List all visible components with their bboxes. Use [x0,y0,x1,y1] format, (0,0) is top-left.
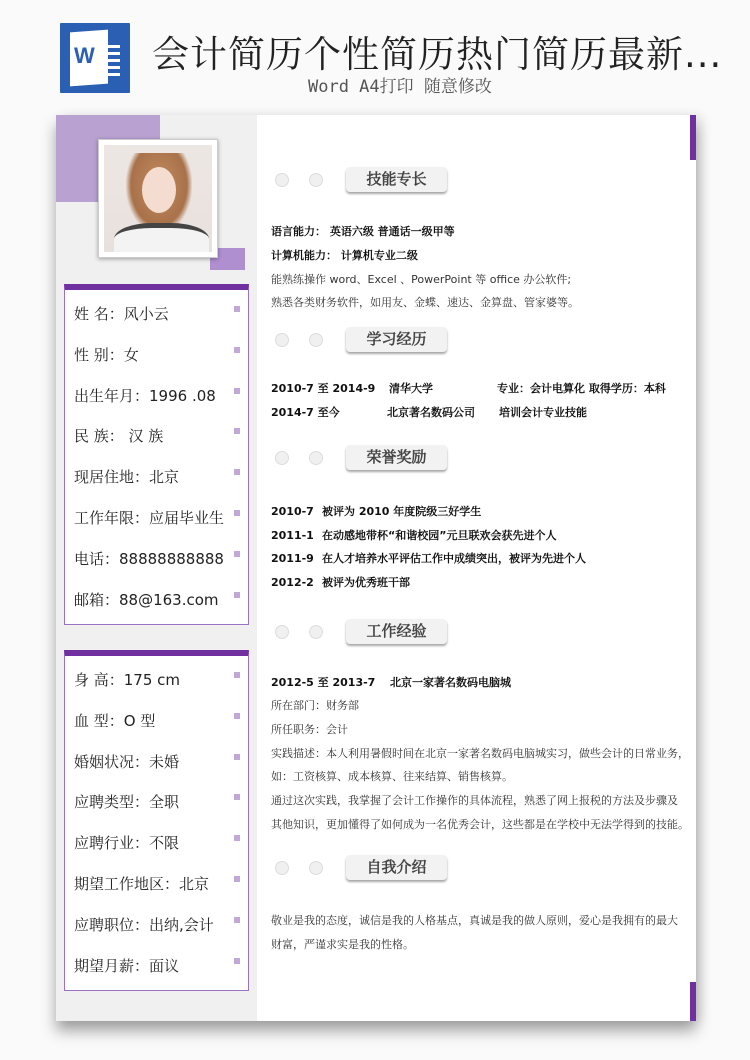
circle-icon [275,451,289,465]
bullet-square-icon [234,713,240,719]
edu-detail: 培训会计专业技能 [499,406,587,419]
info-residence: 现居住地：北京 [65,453,248,494]
work-period: 2012-5 至 2013-7 [271,676,376,689]
extra-info-box [64,650,249,991]
document-title: 会计简历个性简历热门简历最新... [152,33,723,76]
info-salary: 期望月薪：面议 [65,942,248,983]
accent-bar-top [690,115,696,160]
work-line: 实践描述：本人利用暑假时间在北京一家著名数码电脑城实习，做些会计的日常业务， [271,747,689,760]
work-line: 通过这次实践，我掌握了会计工作操作的具体流程，熟悉了网上报税的方法及步骤及 [271,794,678,807]
circle-icon [275,333,289,347]
work-line: 如：工资核算、成本核算、往来结算、销售核算。 [271,770,513,783]
work-company: 北京一家著名数码电脑城 [390,676,511,689]
circle-icon [275,861,289,875]
edu-period: 2014-7 至今 [271,406,340,419]
bullet-square-icon [234,876,240,882]
education-row [271,404,587,420]
info-position: 应聘职位：出纳,会计 [65,901,248,942]
info-location: 期望工作地区：北京 [65,860,248,901]
bullet-square-icon [234,388,240,394]
bullet-square-icon [234,672,240,678]
bullet-square-icon [234,551,240,557]
portrait-photo-image [104,145,212,252]
circle-icon [275,173,289,187]
info-industry: 应聘行业：不限 [65,819,248,860]
info-ethnicity: 民 族： 汉 族 [65,412,248,453]
info-gender: 性 别：女 [65,331,248,372]
bullet-square-icon [234,347,240,353]
work-line: 所任职务：会计 [271,723,348,736]
skills-line: 语言能力： 英语六级 普通话一级甲等 [271,225,455,238]
section-title: 技能专长 [346,167,447,192]
skills-line: 熟悉各类财务软件，如用友、金蝶、速达、金算盘、管家婆等。 [271,296,579,309]
edu-detail: 专业：会计电算化 取得学历：本科 [497,382,666,395]
document-subtitle: Word A4打印 随意修改 [308,77,492,97]
profile-photo [98,139,218,258]
info-height: 身 高：175 cm [65,656,248,697]
education-row [271,380,666,396]
basic-info-box [64,284,249,625]
circle-icon [309,451,323,465]
section-title: 工作经验 [346,619,447,644]
sidebar [56,115,257,1021]
bullet-square-icon [234,794,240,800]
skills-line: 能熟练操作 word、Excel 、PowerPoint 等 office 办公软件; [271,273,572,286]
accent-bar-bottom [690,982,696,1021]
info-phone: 电话：88888888888 [65,535,248,576]
self-intro-line: 敬业是我的态度，诚信是我的人格基点，真诚是我的做人原则，爱心是我拥有的最大 [271,914,678,927]
text-lines-icon [98,45,120,80]
bullet-square-icon [234,958,240,964]
bullet-square-icon [234,592,240,598]
work-line: 所在部门：财务部 [271,699,359,712]
bullet-square-icon [234,306,240,312]
bullet-square-icon [234,754,240,760]
work-header-row [271,674,511,690]
edu-org: 清华大学 [389,382,433,395]
honor-row: 2012-2 被评为优秀班干部 [271,576,410,589]
info-birth: 出生年月：1996 .08 [65,372,248,413]
info-email: 邮箱：88@163.com [65,576,248,617]
info-job-type: 应聘类型：全职 [65,778,248,819]
circle-icon [309,861,323,875]
bullet-square-icon [234,510,240,516]
word-letter-icon: W [74,43,95,68]
resume-page [56,115,696,1021]
info-work-years: 工作年限：应届毕业生 [65,494,248,535]
edu-org: 北京著名数码公司 [387,406,475,419]
skills-line: 计算机能力： 计算机专业二级 [271,249,418,262]
circle-icon [309,625,323,639]
circle-icon [309,173,323,187]
circle-icon [309,333,323,347]
bullet-square-icon [234,917,240,923]
info-blood-type: 血 型：O 型 [65,697,248,738]
bullet-square-icon [234,428,240,434]
honor-row: 2010-7 被评为 2010 年度院级三好学生 [271,505,482,518]
section-title: 荣誉奖励 [346,445,447,470]
word-app-icon [60,23,130,93]
info-marital: 婚姻状况：未婚 [65,738,248,779]
section-title: 自我介绍 [346,855,447,880]
info-name: 姓 名：风小云 [65,290,248,331]
section-title: 学习经历 [346,327,447,352]
edu-period: 2010-7 至 2014-9 [271,382,376,395]
work-line: 其他知识，更加懂得了如何成为一名优秀会计，这些都是在学校中无法学得到的技能。 [271,818,689,831]
honor-row: 2011-9 在人才培养水平评估工作中成绩突出，被评为先进个人 [271,552,586,565]
honor-row: 2011-1 在动感地带杯“和谐校园”元旦联欢会获先进个人 [271,529,557,542]
bullet-square-icon [234,835,240,841]
bullet-square-icon [234,469,240,475]
self-intro-line: 财富，严谨求实是我的性格。 [271,938,414,951]
circle-icon [275,625,289,639]
